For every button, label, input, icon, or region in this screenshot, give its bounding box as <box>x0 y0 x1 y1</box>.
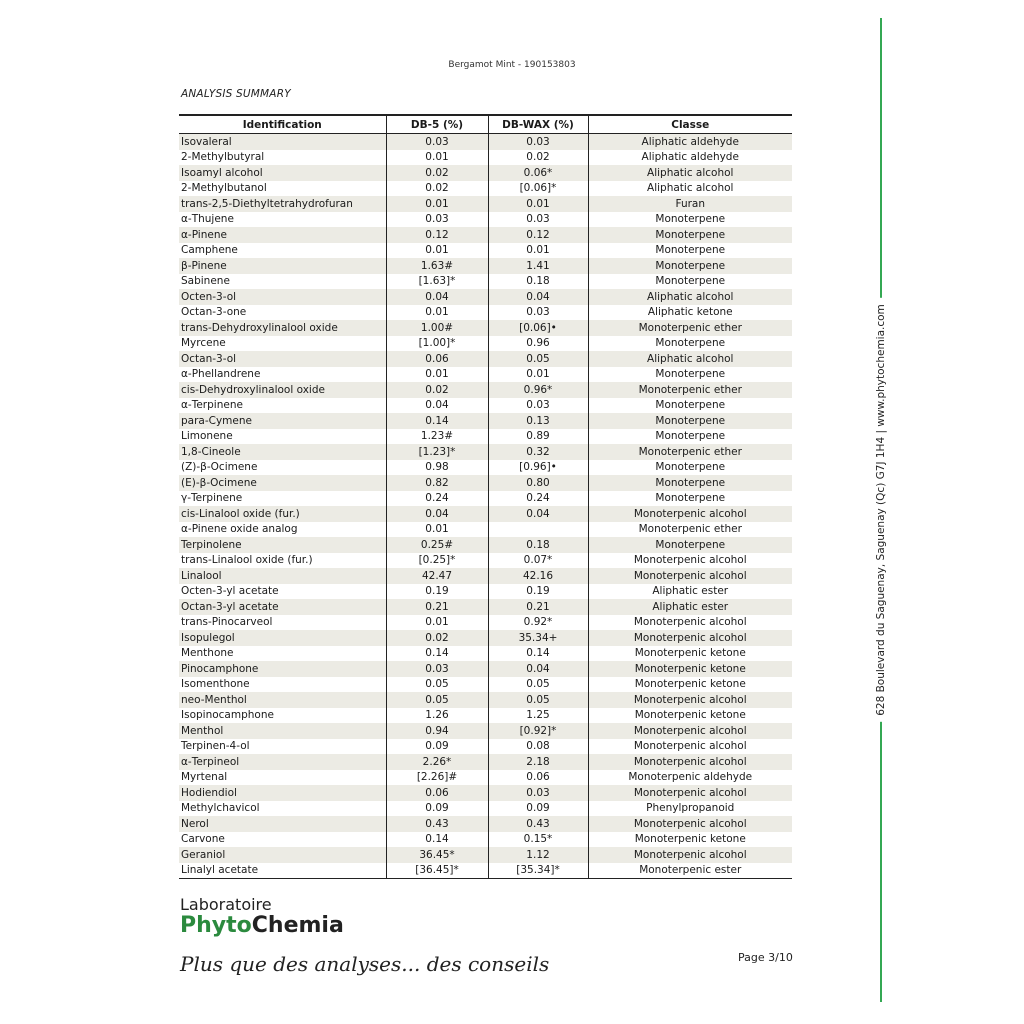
cell-classe: Monoterpenic alcohol <box>588 739 792 755</box>
column-header-classe: Classe <box>588 115 792 134</box>
cell-classe: Monoterpene <box>588 491 792 507</box>
logo-wordmark <box>180 914 344 938</box>
cell-identification: Camphene <box>181 244 238 257</box>
cell-dbwax: 0.01 <box>488 243 588 259</box>
cell-dbwax: 0.19 <box>488 584 588 600</box>
cell-identification: Linalyl acetate <box>179 863 386 879</box>
table-row <box>179 723 792 739</box>
page-number: Page 3/10 <box>738 951 793 964</box>
cell-db5: 1.63# <box>386 258 488 274</box>
table-row <box>179 568 792 584</box>
cell-dbwax: 0.96 <box>488 336 588 352</box>
cell-identification: Octen-3-ol <box>179 289 386 305</box>
cell-identification: cis-Linalool oxide (fur.) <box>179 506 386 522</box>
cell-dbwax: 0.05 <box>488 677 588 693</box>
cell-db5: 1.26 <box>386 708 488 724</box>
cell-classe: Monoterpenic ether <box>588 444 792 460</box>
cell-db5: 0.01 <box>386 522 488 538</box>
cell-db5: 0.14 <box>386 646 488 662</box>
cell-db5: 0.03 <box>386 212 488 228</box>
cell-classe: Aliphatic ester <box>588 599 792 615</box>
table-row <box>179 677 792 693</box>
table-row <box>179 615 792 631</box>
cell-db5: [36.45]* <box>386 863 488 879</box>
table-row <box>179 847 792 863</box>
cell-dbwax: 0.32 <box>488 444 588 460</box>
cell-db5: 0.01 <box>386 150 488 166</box>
table-row <box>179 227 792 243</box>
cell-classe: Monoterpenic ketone <box>588 646 792 662</box>
cell-identification: Methylchavicol <box>181 802 260 815</box>
analysis-summary-table <box>179 114 792 879</box>
cell-dbwax: 42.16 <box>488 568 588 584</box>
cell-identification: Carvone <box>181 833 225 846</box>
cell-db5: 0.05 <box>386 677 488 693</box>
cell-dbwax: 0.06* <box>488 165 588 181</box>
table-row <box>179 351 792 367</box>
cell-db5: 0.01 <box>386 305 488 321</box>
cell-dbwax: 2.18 <box>488 754 588 770</box>
cell-db5: 0.43 <box>386 816 488 832</box>
table-row <box>179 754 792 770</box>
cell-dbwax: 1.25 <box>488 708 588 724</box>
table-row <box>179 630 792 646</box>
cell-classe: Monoterpenic ester <box>588 863 792 879</box>
cell-db5: 36.45* <box>386 847 488 863</box>
logo-laboratoire-text: Laboratoire <box>180 895 272 914</box>
cell-dbwax: 0.15* <box>488 832 588 848</box>
table-row <box>179 506 792 522</box>
cell-dbwax: 0.03 <box>488 134 588 150</box>
table-row <box>179 258 792 274</box>
cell-dbwax: 0.89 <box>488 429 588 445</box>
cell-identification: γ-Terpinene <box>181 492 243 505</box>
cell-dbwax: 0.18 <box>488 537 588 553</box>
cell-dbwax: 0.04 <box>488 506 588 522</box>
cell-dbwax: 0.07* <box>488 553 588 569</box>
table-row <box>179 553 792 569</box>
table-row <box>179 646 792 662</box>
table-row <box>179 150 792 166</box>
table-body <box>179 134 792 879</box>
cell-db5: 42.47 <box>386 568 488 584</box>
cell-dbwax: 0.04 <box>488 289 588 305</box>
cell-identification: α-Terpinene <box>181 399 243 412</box>
table-row <box>179 584 792 600</box>
cell-db5: 0.19 <box>386 584 488 600</box>
cell-classe: Monoterpenic alcohol <box>588 785 792 801</box>
cell-dbwax: 0.43 <box>488 816 588 832</box>
table-row <box>179 739 792 755</box>
cell-db5: 0.04 <box>386 289 488 305</box>
cell-identification: para-Cymene <box>179 413 386 429</box>
cell-dbwax: 0.02 <box>488 150 588 166</box>
table-row <box>179 863 792 879</box>
cell-classe: Monoterpene <box>588 243 792 259</box>
cell-classe: Aliphatic alcohol <box>588 351 792 367</box>
cell-db5: 0.01 <box>386 243 488 259</box>
cell-classe: Aliphatic aldehyde <box>588 134 792 150</box>
cell-identification: Pinocamphone <box>179 661 386 677</box>
cell-classe: Monoterpene <box>588 460 792 476</box>
cell-db5: 0.01 <box>386 367 488 383</box>
cell-classe: Monoterpenic alcohol <box>588 553 792 569</box>
table-row <box>179 181 792 197</box>
column-header-db5: DB-5 (%) <box>386 115 488 134</box>
cell-dbwax: 0.03 <box>488 212 588 228</box>
cell-identification: (Z)-β-Ocimene <box>181 461 258 474</box>
cell-classe: Aliphatic alcohol <box>588 165 792 181</box>
cell-db5: 0.03 <box>386 661 488 677</box>
cell-identification: Isovaleral <box>179 134 386 150</box>
cell-classe: Monoterpenic alcohol <box>588 615 792 631</box>
table-row <box>179 212 792 228</box>
cell-identification: α-Terpineol <box>179 754 386 770</box>
cell-classe: Monoterpenic ketone <box>588 708 792 724</box>
cell-db5: 0.82 <box>386 475 488 491</box>
cell-db5: 0.14 <box>386 832 488 848</box>
cell-identification: Limonene <box>181 430 233 443</box>
table-row <box>179 491 792 507</box>
cell-dbwax: 0.24 <box>488 491 588 507</box>
table-row <box>179 444 792 460</box>
cell-dbwax: 0.05 <box>488 351 588 367</box>
cell-identification: trans-Pinocarveol <box>181 616 273 629</box>
table-row <box>179 692 792 708</box>
table-row <box>179 196 792 212</box>
cell-classe: Monoterpene <box>588 429 792 445</box>
cell-classe: Monoterpene <box>588 274 792 290</box>
table-row <box>179 460 792 476</box>
cell-dbwax: 0.03 <box>488 305 588 321</box>
cell-db5: 0.24 <box>386 491 488 507</box>
cell-db5: 0.02 <box>386 181 488 197</box>
table-row <box>179 522 792 538</box>
cell-db5: [1.63]* <box>386 274 488 290</box>
cell-db5: 0.06 <box>386 351 488 367</box>
cell-db5: 0.04 <box>386 506 488 522</box>
cell-db5: 0.21 <box>386 599 488 615</box>
cell-identification: α-Pinene oxide analog <box>181 523 298 536</box>
cell-dbwax: [0.06]• <box>488 320 588 336</box>
table-row <box>179 475 792 491</box>
cell-classe: Monoterpenic alcohol <box>588 692 792 708</box>
cell-classe: Monoterpenic alcohol <box>588 506 792 522</box>
cell-identification: trans-2,5-Diethyltetrahydrofuran <box>179 196 386 212</box>
cell-classe: Phenylpropanoid <box>588 801 792 817</box>
cell-classe: Furan <box>588 196 792 212</box>
table-row <box>179 801 792 817</box>
cell-dbwax: 0.01 <box>488 196 588 212</box>
cell-dbwax: 0.12 <box>488 227 588 243</box>
table-row <box>179 367 792 383</box>
cell-db5: [0.25]* <box>386 553 488 569</box>
cell-dbwax: 0.04 <box>488 661 588 677</box>
table-row <box>179 398 792 414</box>
cell-db5: [1.00]* <box>386 336 488 352</box>
cell-db5: 0.06 <box>386 785 488 801</box>
table-row <box>179 289 792 305</box>
cell-classe: Monoterpenic ketone <box>588 661 792 677</box>
phytochemia-logo <box>180 895 344 938</box>
cell-identification: Menthol <box>179 723 386 739</box>
table-row <box>179 770 792 786</box>
cell-db5: 1.00# <box>386 320 488 336</box>
cell-identification: Octen-3-yl acetate <box>181 585 279 598</box>
cell-identification: Isopulegol <box>179 630 386 646</box>
cell-identification: Octan-3-yl acetate <box>179 599 386 615</box>
table-row <box>179 243 792 259</box>
cell-identification: (E)-β-Ocimene <box>179 475 386 491</box>
cell-dbwax: 0.08 <box>488 739 588 755</box>
table-row <box>179 816 792 832</box>
section-title: ANALYSIS SUMMARY <box>181 88 291 100</box>
table-header-row <box>179 115 792 134</box>
cell-db5: 0.02 <box>386 165 488 181</box>
cell-classe: Monoterpenic alcohol <box>588 630 792 646</box>
cell-classe: Monoterpene <box>588 537 792 553</box>
cell-classe: Aliphatic ester <box>588 584 792 600</box>
cell-db5: 0.03 <box>386 134 488 150</box>
cell-classe: Monoterpenic alcohol <box>588 847 792 863</box>
cell-identification: Octan-3-one <box>181 306 247 319</box>
cell-dbwax: 0.05 <box>488 692 588 708</box>
cell-identification: α-Thujene <box>181 213 234 226</box>
cell-dbwax: 0.06 <box>488 770 588 786</box>
cell-identification: Geraniol <box>179 847 386 863</box>
cell-classe: Monoterpenic aldehyde <box>588 770 792 786</box>
cell-identification: trans-Linalool oxide (fur.) <box>181 554 313 567</box>
cell-dbwax: 0.14 <box>488 646 588 662</box>
cell-classe: Aliphatic alcohol <box>588 289 792 305</box>
cell-identification: Nerol <box>179 816 386 832</box>
cell-db5: 0.98 <box>386 460 488 476</box>
cell-dbwax: 1.12 <box>488 847 588 863</box>
cell-db5: 0.94 <box>386 723 488 739</box>
cell-identification: β-Pinene <box>179 258 386 274</box>
cell-db5: 0.09 <box>386 801 488 817</box>
side-address-text: 628 Boulevard du Saguenay, Saguenay (Qc) G7J 1H4 | www.phytochemia.com <box>875 298 887 722</box>
cell-identification: trans-Dehydroxylinalool oxide <box>179 320 386 336</box>
table-row <box>179 708 792 724</box>
column-header-dbwax: DB-WAX (%) <box>488 115 588 134</box>
cell-db5: 0.09 <box>386 739 488 755</box>
column-header-identification: Identification <box>179 115 386 134</box>
cell-dbwax: [35.34]* <box>488 863 588 879</box>
tagline: Plus que des analyses... des conseils <box>180 952 550 976</box>
cell-classe: Monoterpenic ketone <box>588 677 792 693</box>
cell-dbwax: 0.96* <box>488 382 588 398</box>
cell-identification: Terpinolene <box>179 537 386 553</box>
cell-classe: Monoterpenic ether <box>588 320 792 336</box>
cell-dbwax: 0.21 <box>488 599 588 615</box>
cell-classe: Monoterpenic alcohol <box>588 723 792 739</box>
cell-db5: 0.12 <box>386 227 488 243</box>
cell-dbwax: 0.01 <box>488 367 588 383</box>
cell-db5: 0.02 <box>386 630 488 646</box>
table-row <box>179 429 792 445</box>
table-row <box>179 832 792 848</box>
table-row <box>179 599 792 615</box>
cell-identification: Linalool <box>179 568 386 584</box>
cell-dbwax: 0.03 <box>488 785 588 801</box>
table-row <box>179 661 792 677</box>
cell-classe: Monoterpenic ether <box>588 382 792 398</box>
cell-dbwax <box>488 522 588 538</box>
table-row <box>179 305 792 321</box>
cell-identification: 2-Methylbutanol <box>181 182 267 195</box>
cell-classe: Aliphatic ketone <box>588 305 792 321</box>
cell-identification: Isomenthone <box>181 678 250 691</box>
cell-identification: α-Phellandrene <box>181 368 261 381</box>
cell-identification: Terpinen-4-ol <box>181 740 250 753</box>
cell-dbwax: [0.92]* <box>488 723 588 739</box>
cell-identification: α-Pinene <box>179 227 386 243</box>
cell-classe: Monoterpenic ketone <box>588 832 792 848</box>
cell-dbwax: [0.06]* <box>488 181 588 197</box>
cell-dbwax: 35.34+ <box>488 630 588 646</box>
table-row <box>179 134 792 150</box>
cell-dbwax: 0.09 <box>488 801 588 817</box>
cell-db5: 0.05 <box>386 692 488 708</box>
cell-classe: Monoterpene <box>588 212 792 228</box>
cell-dbwax: 1.41 <box>488 258 588 274</box>
table-row <box>179 382 792 398</box>
cell-db5: 1.23# <box>386 429 488 445</box>
logo-wordmark-dark: Chemia <box>251 913 344 938</box>
cell-identification: Octan-3-ol <box>179 351 386 367</box>
cell-db5: 2.26* <box>386 754 488 770</box>
cell-identification: Myrcene <box>181 337 226 350</box>
cell-classe: Monoterpene <box>588 227 792 243</box>
cell-dbwax: [0.96]• <box>488 460 588 476</box>
cell-db5: 0.01 <box>386 615 488 631</box>
cell-identification: 2-Methylbutyral <box>181 151 265 164</box>
cell-classe: Monoterpene <box>588 413 792 429</box>
cell-db5: 0.25# <box>386 537 488 553</box>
table-row <box>179 165 792 181</box>
cell-classe: Aliphatic aldehyde <box>588 150 792 166</box>
cell-identification: cis-Dehydroxylinalool oxide <box>179 382 386 398</box>
cell-dbwax: 0.03 <box>488 398 588 414</box>
cell-dbwax: 0.80 <box>488 475 588 491</box>
cell-identification: neo-Menthol <box>179 692 386 708</box>
cell-identification: Isopinocamphone <box>181 709 274 722</box>
cell-identification: Myrtenal <box>181 771 228 784</box>
table-row <box>179 274 792 290</box>
cell-db5: 0.04 <box>386 398 488 414</box>
cell-classe: Monoterpene <box>588 367 792 383</box>
table-row <box>179 413 792 429</box>
table-row <box>179 785 792 801</box>
cell-classe: Monoterpenic ether <box>588 522 792 538</box>
cell-dbwax: 0.18 <box>488 274 588 290</box>
cell-classe: Monoterpenic alcohol <box>588 754 792 770</box>
cell-identification: Hodiendiol <box>179 785 386 801</box>
cell-identification: 1,8-Cineole <box>179 444 386 460</box>
cell-classe: Monoterpenic alcohol <box>588 816 792 832</box>
table-row <box>179 320 792 336</box>
cell-dbwax: 0.13 <box>488 413 588 429</box>
cell-dbwax: 0.92* <box>488 615 588 631</box>
cell-identification: Sabinene <box>181 275 230 288</box>
cell-db5: 0.14 <box>386 413 488 429</box>
cell-identification: Isoamyl alcohol <box>179 165 386 181</box>
cell-classe: Monoterpene <box>588 475 792 491</box>
cell-identification: Menthone <box>181 647 234 660</box>
document-header-title: Bergamot Mint - 190153803 <box>448 60 576 70</box>
table-row <box>179 537 792 553</box>
cell-db5: 0.01 <box>386 196 488 212</box>
cell-classe: Monoterpene <box>588 258 792 274</box>
cell-classe: Monoterpene <box>588 398 792 414</box>
cell-classe: Monoterpenic alcohol <box>588 568 792 584</box>
cell-db5: [2.26]# <box>386 770 488 786</box>
cell-db5: 0.02 <box>386 382 488 398</box>
table-row <box>179 336 792 352</box>
logo-wordmark-green: Phyto <box>180 913 252 938</box>
cell-db5: [1.23]* <box>386 444 488 460</box>
cell-classe: Monoterpene <box>588 336 792 352</box>
cell-classe: Aliphatic alcohol <box>588 181 792 197</box>
